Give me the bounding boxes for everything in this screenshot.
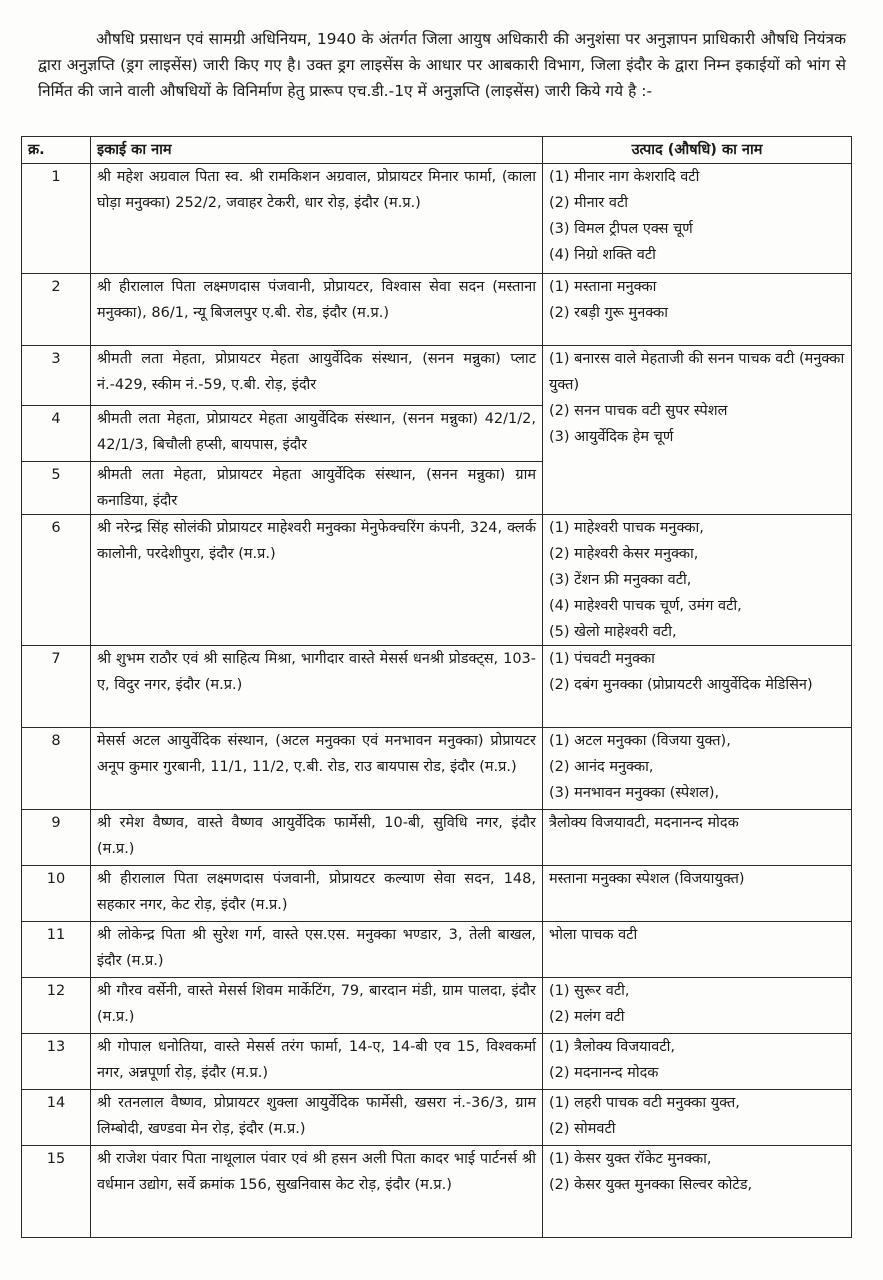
product-item: (2) सनन पाचक वटी सुपर स्पेशल <box>549 403 728 419</box>
product-item: भोला पाचक वटी <box>549 927 638 943</box>
product-cell <box>543 646 852 728</box>
table-row <box>22 1034 852 1090</box>
product-item: (2) रबड़ी गुरू मुनक्का <box>549 305 669 321</box>
license-table <box>21 136 852 1238</box>
product-item: त्रैलोक्य विजयावटी, मदनानन्द मोदक <box>549 815 739 831</box>
unit-name-cell: श्रीमती लता मेहता, प्रोप्रायटर मेहता आयुर्वेदिक संस्थान, (सनन मन्नुका) ग्राम कनाडिया, इंदौर <box>91 462 543 515</box>
table-row <box>22 1090 852 1146</box>
product-item: (2) मीनार वटी <box>549 195 629 211</box>
product-item: (4) निग्रो शक्ति वटी <box>549 247 656 263</box>
unit-name-cell: श्री रमेश वैष्णव, वास्ते वैष्णव आयुर्वेदिक फार्मेसी, 10-बी, सुविधि नगर, इंदौर (म.प्र.) <box>91 810 543 866</box>
serial-number-cell: 9 <box>22 810 91 866</box>
product-cell <box>543 810 852 866</box>
unit-name-cell: श्री राजेश पंवार पिता नाथूलाल पंवार एवं श्री हसन अली पिता कादर भाई पार्टनर्स श्री वर्धमान उद्योग, सर्वे क्रमांक 156, सुखनिवास केट रोड़, इंदौर (म.प्र.) <box>91 1146 543 1238</box>
product-item: मस्ताना मनुक्का स्पेशल (विजयायुक्त) <box>549 871 745 887</box>
product-cell <box>543 728 852 810</box>
serial-number-cell: 13 <box>22 1034 91 1090</box>
unit-name-cell: श्री हीरालाल पिता लक्ष्मणदास पंजवानी, प्रोप्रायटर, विश्वास सेवा सदन (मस्ताना मनुक्का), 86/1, न्यू बिजलपुर ए.बी. रोड, इंदौर (म.प्र.) <box>91 274 543 346</box>
product-cell <box>543 515 852 646</box>
table-header-row <box>22 137 852 164</box>
product-item: (2) मदनानन्द मोदक <box>549 1065 659 1081</box>
serial-number-cell: 8 <box>22 728 91 810</box>
product-item: (1) केसर युक्त रॉकेट मुनक्का, <box>549 1151 712 1167</box>
unit-name-cell: श्रीमती लता मेहता, प्रोप्रायटर मेहता आयुर्वेदिक संस्थान, (सनन मन्नुका) प्लाट नं.-429, स्कीम नं.-59, ए.बी. रोड़, इंदौर <box>91 346 543 406</box>
product-item: (3) मनभावन मनुक्का (स्पेशल), <box>549 785 720 801</box>
unit-name-cell: श्री महेश अग्रवाल पिता स्व. श्री रामकिशन अग्रवाल, प्रोप्रायटर मिनार फार्मा, (काला घोड़ा मनुक्का) 252/2, जवाहर टेकरी, धार रोड़, इंदौर (म.प्र.) <box>91 164 543 274</box>
product-item: (1) बनारस वाले मेहताजी की सनन पाचक वटी (मनुक्का युक्त) <box>549 351 845 393</box>
unit-name-cell: श्री शुभम राठौर एवं श्री साहित्य मिश्रा, भागीदार वास्ते मेसर्स धनश्री प्रोडक्ट्स, 103-ए, विदुर नगर, इंदौर (म.प्र.) <box>91 646 543 728</box>
serial-number-cell: 11 <box>22 922 91 978</box>
product-item: (1) अटल मनुक्का (विजया युक्त), <box>549 733 731 749</box>
product-cell <box>543 922 852 978</box>
product-item: (5) खेलो माहेश्वरी वटी, <box>549 624 677 640</box>
product-item: (2) माहेश्वरी केसर मनुक्का, <box>549 546 699 562</box>
table-row <box>22 646 852 728</box>
product-cell <box>543 1146 852 1238</box>
product-item: (1) पंचवटी मनुक्का <box>549 651 655 667</box>
product-item: (3) आयुर्वेदिक हेम चूर्ण <box>549 429 674 445</box>
serial-number-cell: 15 <box>22 1146 91 1238</box>
product-item: (3) टेंशन फ्री मनुक्का वटी, <box>549 572 692 588</box>
serial-number-cell: 4 <box>22 406 91 462</box>
serial-number-cell: 5 <box>22 462 91 515</box>
serial-number-cell: 12 <box>22 978 91 1034</box>
table-row <box>22 164 852 274</box>
table-row <box>22 274 852 346</box>
product-item: (1) त्रैलोक्य विजयावटी, <box>549 1039 675 1055</box>
product-item: (2) दबंग मुनक्का (प्रोप्रायटरी आयुर्वेदिक मेडिसिन) <box>549 677 813 693</box>
header-product-name: उत्पाद (औषधि) का नाम <box>543 137 852 164</box>
product-cell <box>543 1034 852 1090</box>
product-cell <box>543 1090 852 1146</box>
serial-number-cell: 6 <box>22 515 91 646</box>
unit-name-cell: श्रीमती लता मेहता, प्रोप्रायटर मेहता आयुर्वेदिक संस्थान, (सनन मन्नुका) 42/1/2, 42/1/3, बिचौली हप्सी, बायपास, इंदौर <box>91 406 543 462</box>
product-cell <box>543 274 852 346</box>
product-item: (3) विमल ट्रीपल एक्स चूर्ण <box>549 221 693 237</box>
header-unit-name: इकाई का नाम <box>91 137 543 164</box>
unit-name-cell: श्री हीरालाल पिता लक्ष्मणदास पंजवानी, प्रोप्रायटर कल्याण सेवा सदन, 148, सहकार नगर, केट रोड़, इंदौर (म.प्र.) <box>91 866 543 922</box>
serial-number-cell: 2 <box>22 274 91 346</box>
unit-name-cell: श्री नरेन्द्र सिंह सोलंकी प्रोप्रायटर माहेश्वरी मनुक्का मेनुफेक्चरिंग कंपनी, 324, क्लर्क कालोनी, परदेशीपुरा, इंदौर (म.प्र.) <box>91 515 543 646</box>
table-row <box>22 810 852 866</box>
serial-number-cell: 10 <box>22 866 91 922</box>
product-item: (2) आनंद मनुक्का, <box>549 759 654 775</box>
header-serial-no: क्र. <box>22 137 91 164</box>
serial-number-cell: 3 <box>22 346 91 406</box>
table-row <box>22 978 852 1034</box>
unit-name-cell: श्री गौरव वर्सेनी, वास्ते मेसर्स शिवम मार्केटिंग, 79, बारदान मंडी, ग्राम पालदा, इंदौर (म.प्र.) <box>91 978 543 1034</box>
unit-name-cell: श्री गोपाल धनोतिया, वास्ते मेसर्स तरंग फार्मा, 14-ए, 14-बी एव 15, विश्वकर्मा नगर, अन्नपूर्णा रोड़, इंदौर (म.प्र.) <box>91 1034 543 1090</box>
serial-number-cell: 1 <box>22 164 91 274</box>
product-item: (2) मलंग वटी <box>549 1009 625 1025</box>
product-cell <box>543 164 852 274</box>
product-item: (1) मीनार नाग केशरादि वटी <box>549 169 700 185</box>
unit-name-cell: श्री लोकेन्द्र पिता श्री सुरेश गर्ग, वास्ते एस.एस. मनुक्का भण्डार, 3, तेली बाखल, इंदौर (म.प्र.) <box>91 922 543 978</box>
table-row <box>22 515 852 646</box>
product-cell <box>543 866 852 922</box>
table-row <box>22 922 852 978</box>
intro-paragraph: औषधि प्रसाधन एवं सामग्री अधिनियम, 1940 के अंतर्गत जिला आयुष अधिकारी की अनुशंसा पर अनुज्ञापन प्राधिकारी औषधि नियंत्रक द्वारा अनुज्ञप्ति (ड्रग लाइसेंस) जारी किए गए है। उक्त ड्रग लाइसेंस के आधार पर आबकारी विभाग, जिला इंदौर के द्वारा निम्न इकाईयों को भांग से निर्मित की जाने वाली औषधियों के विनिर्माण हेतु प्रारूप एच.डी.-1ए में अनुज्ञप्ति (लाइसेंस) जारी किये गये है :- <box>38 29 846 100</box>
product-item: (1) मस्ताना मनुक्का <box>549 279 657 295</box>
serial-number-cell: 7 <box>22 646 91 728</box>
unit-name-cell: मेसर्स अटल आयुर्वेदिक संस्थान, (अटल मनुक्का एवं मनभावन मनुक्का) प्रोप्रायटर अनूप कुमार गुरबानी, 11/1, 11/2, ए.बी. रोड, राउ बायपास रोड, इंदौर (म.प्र.) <box>91 728 543 810</box>
product-item: (1) माहेश्वरी पाचक मनुक्का, <box>549 520 704 536</box>
product-item: (2) केसर युक्त मुनक्का सिल्वर कोटेड, <box>549 1177 753 1193</box>
product-item: (1) सुरूर वटी, <box>549 983 630 999</box>
serial-number-cell: 14 <box>22 1090 91 1146</box>
product-item: (2) सोमवटी <box>549 1121 616 1137</box>
table-row <box>22 728 852 810</box>
product-cell <box>543 346 852 515</box>
unit-name-cell: श्री रतनलाल वैष्णव, प्रोप्रायटर शुक्ला आयुर्वेदिक फार्मेसी, खसरा नं.-36/3, ग्राम लिम्बोदी, खण्डवा मेन रोड़, इंदौर (म.प्र.) <box>91 1090 543 1146</box>
product-item: (4) माहेश्वरी पाचक चूर्ण, उमंग वटी, <box>549 598 742 614</box>
table-row <box>22 1146 852 1238</box>
table-row <box>22 866 852 922</box>
product-item: (1) लहरी पाचक वटी मनुक्का युक्त, <box>549 1095 740 1111</box>
product-cell <box>543 978 852 1034</box>
table-row <box>22 346 852 406</box>
